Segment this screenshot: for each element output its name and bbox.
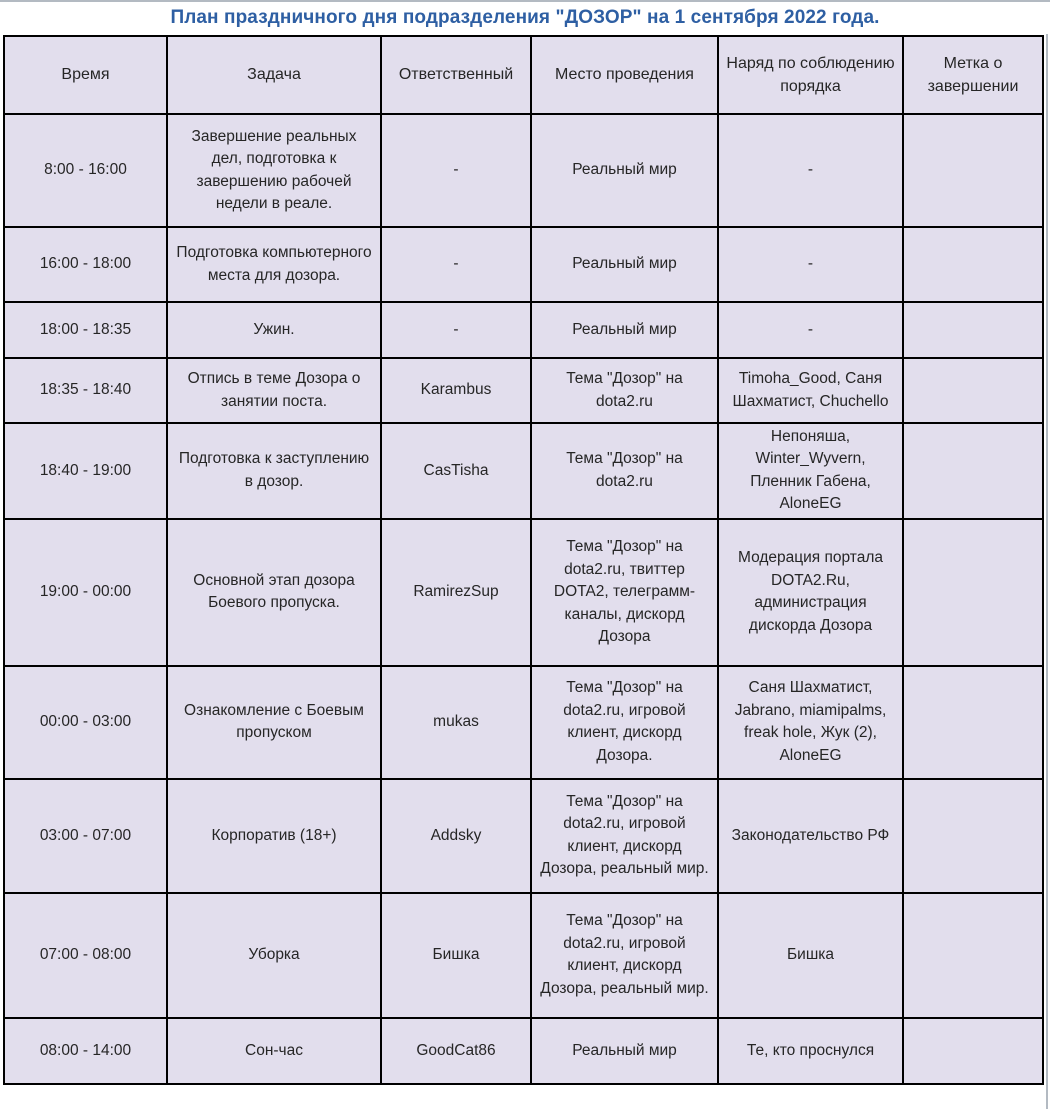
- col-header-order: Наряд по соблюдению порядка: [718, 36, 903, 114]
- sheet-gridline-right: [1046, 0, 1048, 1109]
- cell-completion: [903, 302, 1043, 358]
- cell-time: 18:40 - 19:00: [4, 423, 167, 519]
- table-row: [4, 227, 1043, 302]
- cell-order: -: [718, 114, 903, 227]
- cell-time: 08:00 - 14:00: [4, 1018, 167, 1084]
- cell-place: Тема "Дозор" на dota2.ru: [531, 358, 718, 423]
- cell-responsible: Бишка: [381, 893, 531, 1018]
- table-row: [4, 779, 1043, 893]
- cell-order: Саня Шахматист, Jabrano, miamipalms, freak hole, Жук (2), AloneEG: [718, 666, 903, 779]
- cell-responsible: -: [381, 227, 531, 302]
- cell-completion: [903, 519, 1043, 666]
- cell-completion: [903, 227, 1043, 302]
- plan-table: [3, 35, 1044, 1085]
- header-row: [4, 36, 1043, 114]
- cell-responsible: -: [381, 114, 531, 227]
- cell-task: Сон-час: [167, 1018, 381, 1084]
- cell-task: Отпись в теме Дозора о занятии поста.: [167, 358, 381, 423]
- cell-order: Непоняша, Winter_Wyvern, Пленник Габена, AloneEG: [718, 423, 903, 519]
- cell-order: Модерация портала DOTA2.Ru, администрация дискорда Дозора: [718, 519, 903, 666]
- cell-task: Подготовка к заступлению в дозор.: [167, 423, 381, 519]
- cell-order: Бишка: [718, 893, 903, 1018]
- cell-time: 07:00 - 08:00: [4, 893, 167, 1018]
- cell-responsible: Addsky: [381, 779, 531, 893]
- cell-place: Реальный мир: [531, 114, 718, 227]
- cell-order: -: [718, 227, 903, 302]
- table-row: [4, 666, 1043, 779]
- page-title: План праздничного дня подразделения "ДОЗОР" на 1 сентября 2022 года.: [0, 2, 1050, 34]
- cell-task: Подготовка компьютерного места для дозора.: [167, 227, 381, 302]
- cell-place: Реальный мир: [531, 1018, 718, 1084]
- cell-task: Корпоратив (18+): [167, 779, 381, 893]
- cell-responsible: -: [381, 302, 531, 358]
- cell-place: Реальный мир: [531, 227, 718, 302]
- col-header-responsible: Ответственный: [381, 36, 531, 114]
- cell-time: 00:00 - 03:00: [4, 666, 167, 779]
- cell-completion: [903, 114, 1043, 227]
- col-header-time: Время: [4, 36, 167, 114]
- cell-place: Тема "Дозор" на dota2.ru, игровой клиент, дискорд Дозора.: [531, 666, 718, 779]
- cell-time: 16:00 - 18:00: [4, 227, 167, 302]
- cell-task: Завершение реальных дел, подготовка к завершению рабочей недели в реале.: [167, 114, 381, 227]
- cell-time: 18:35 - 18:40: [4, 358, 167, 423]
- col-header-completion: Метка о завершении: [903, 36, 1043, 114]
- cell-order: -: [718, 302, 903, 358]
- cell-responsible: GoodCat86: [381, 1018, 531, 1084]
- cell-completion: [903, 1018, 1043, 1084]
- cell-place: Тема "Дозор" на dota2.ru, игровой клиент, дискорд Дозора, реальный мир.: [531, 893, 718, 1018]
- cell-responsible: mukas: [381, 666, 531, 779]
- cell-completion: [903, 358, 1043, 423]
- cell-place: Реальный мир: [531, 302, 718, 358]
- cell-place: Тема "Дозор" на dota2.ru: [531, 423, 718, 519]
- cell-completion: [903, 423, 1043, 519]
- cell-task: Основной этап дозора Боевого пропуска.: [167, 519, 381, 666]
- col-header-place: Место проведения: [531, 36, 718, 114]
- cell-time: 8:00 - 16:00: [4, 114, 167, 227]
- cell-time: 03:00 - 07:00: [4, 779, 167, 893]
- col-header-task: Задача: [167, 36, 381, 114]
- cell-time: 19:00 - 00:00: [4, 519, 167, 666]
- table-row: [4, 1018, 1043, 1084]
- cell-time: 18:00 - 18:35: [4, 302, 167, 358]
- cell-responsible: RamirezSup: [381, 519, 531, 666]
- cell-place: Тема "Дозор" на dota2.ru, игровой клиент, дискорд Дозора, реальный мир.: [531, 779, 718, 893]
- cell-order: Timoha_Good, Саня Шахматист, Chuchello: [718, 358, 903, 423]
- table-row: [4, 423, 1043, 519]
- table-row: [4, 114, 1043, 227]
- cell-place: Тема "Дозор" на dota2.ru, твиттер DOTA2, телеграмм-каналы, дискорд Дозора: [531, 519, 718, 666]
- table-row: [4, 519, 1043, 666]
- cell-task: Ознакомление с Боевым пропуском: [167, 666, 381, 779]
- table-row: [4, 358, 1043, 423]
- table-row: [4, 893, 1043, 1018]
- cell-responsible: CasTisha: [381, 423, 531, 519]
- cell-task: Уборка: [167, 893, 381, 1018]
- cell-order: Законодательство РФ: [718, 779, 903, 893]
- cell-completion: [903, 666, 1043, 779]
- cell-order: Те, кто проснулся: [718, 1018, 903, 1084]
- cell-completion: [903, 779, 1043, 893]
- cell-completion: [903, 893, 1043, 1018]
- table-row: [4, 302, 1043, 358]
- cell-task: Ужин.: [167, 302, 381, 358]
- cell-responsible: Karambus: [381, 358, 531, 423]
